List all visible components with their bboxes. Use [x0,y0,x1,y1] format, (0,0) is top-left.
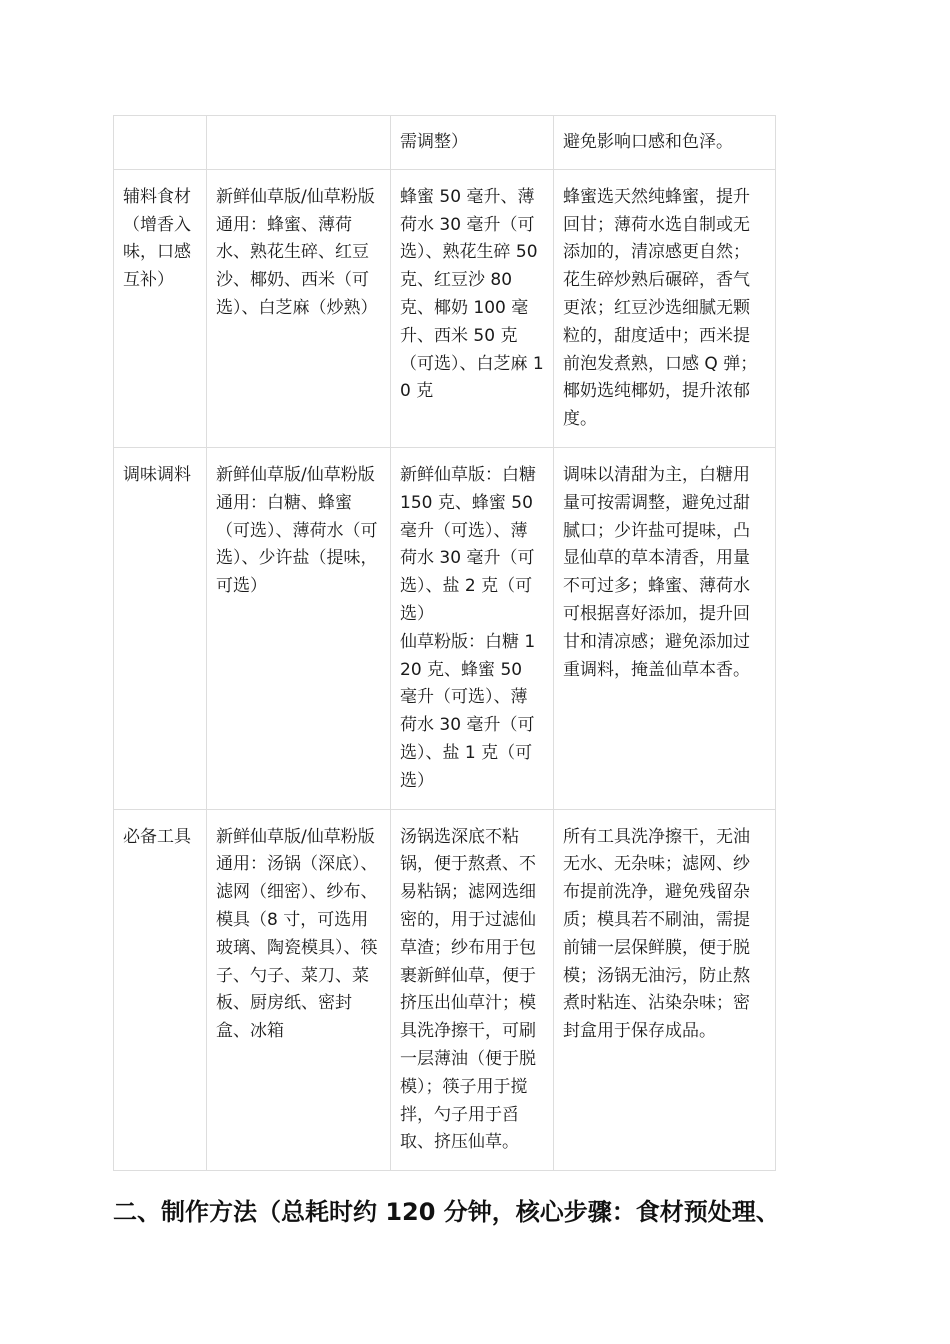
section-heading: 二、制作方法（总耗时约 120 分钟，核心步骤：食材预处理、 [113,1198,780,1226]
table-row [114,116,776,170]
items-cell: 新鲜仙草版/仙草粉版通用：蜂蜜、薄荷水、熟花生碎、红豆沙、椰奶、西米（可选）、白芝麻（炒熟） [207,169,391,447]
amount-cell: 汤锅选深底不粘锅，便于熬煮、不易粘锅；滤网选细密的，用于过滤仙草渣；纱布用于包裹新鲜仙草，便于挤压出仙草汁；模具洗净擦干，可刷一层薄油（便于脱模）；筷子用于搅拌，勺子用于舀取、挤压仙草。 [391,809,554,1171]
category-cell: 必备工具 [114,809,207,1171]
amount-cell: 蜂蜜 50 毫升、薄荷水 30 毫升（可选）、熟花生碎 50 克、红豆沙 80 克、椰奶 100 毫升、西米 50 克（可选）、白芝麻 10 克 [391,169,554,447]
notes-cell: 所有工具洗净擦干，无油无水、无杂味；滤网、纱布提前洗净，避免残留杂质；模具若不刷油，需提前铺一层保鲜膜，便于脱模；汤锅无油污，防止熬煮时粘连、沾染杂味；密封盒用于保存成品。 [554,809,776,1171]
category-cell [114,116,207,170]
table-row [114,169,776,447]
notes-cell: 蜂蜜选天然纯蜂蜜，提升回甘；薄荷水选自制或无添加的，清凉感更自然；花生碎炒熟后碾碎，香气更浓；红豆沙选细腻无颗粒的，甜度适中；西米提前泡发煮熟，口感 Q 弹；椰奶选纯椰奶，提升浓郁度。 [554,169,776,447]
notes-cell: 调味以清甜为主，白糖用量可按需调整，避免过甜腻口；少许盐可提味，凸显仙草的草本清香，用量不可过多；蜂蜜、薄荷水可根据喜好添加，提升回甘和清凉感；避免添加过重调料，掩盖仙草本香。 [554,447,776,809]
amount-cell: 需调整） [391,116,554,170]
items-cell [207,116,391,170]
category-cell: 辅料食材（增香入味，口感互补） [114,169,207,447]
items-cell: 新鲜仙草版/仙草粉版通用：汤锅（深底）、滤网（细密）、纱布、模具（8 寸，可选用玻璃、陶瓷模具）、筷子、勺子、菜刀、菜板、厨房纸、密封盒、冰箱 [207,809,391,1171]
table-row [114,809,776,1171]
table-row [114,447,776,809]
ingredients-table [113,115,776,1171]
items-cell: 新鲜仙草版/仙草粉版通用：白糖、蜂蜜（可选）、薄荷水（可选）、少许盐（提味，可选） [207,447,391,809]
category-cell: 调味调料 [114,447,207,809]
notes-cell: 避免影响口感和色泽。 [554,116,776,170]
amount-cell: 新鲜仙草版：白糖 150 克、蜂蜜 50 毫升（可选）、薄荷水 30 毫升（可选）、盐 2 克（可选） 仙草粉版：白糖 120 克、蜂蜜 50 毫升（可选）、薄荷水 30 毫升（可选）、盐 1 克（可选） [391,447,554,809]
